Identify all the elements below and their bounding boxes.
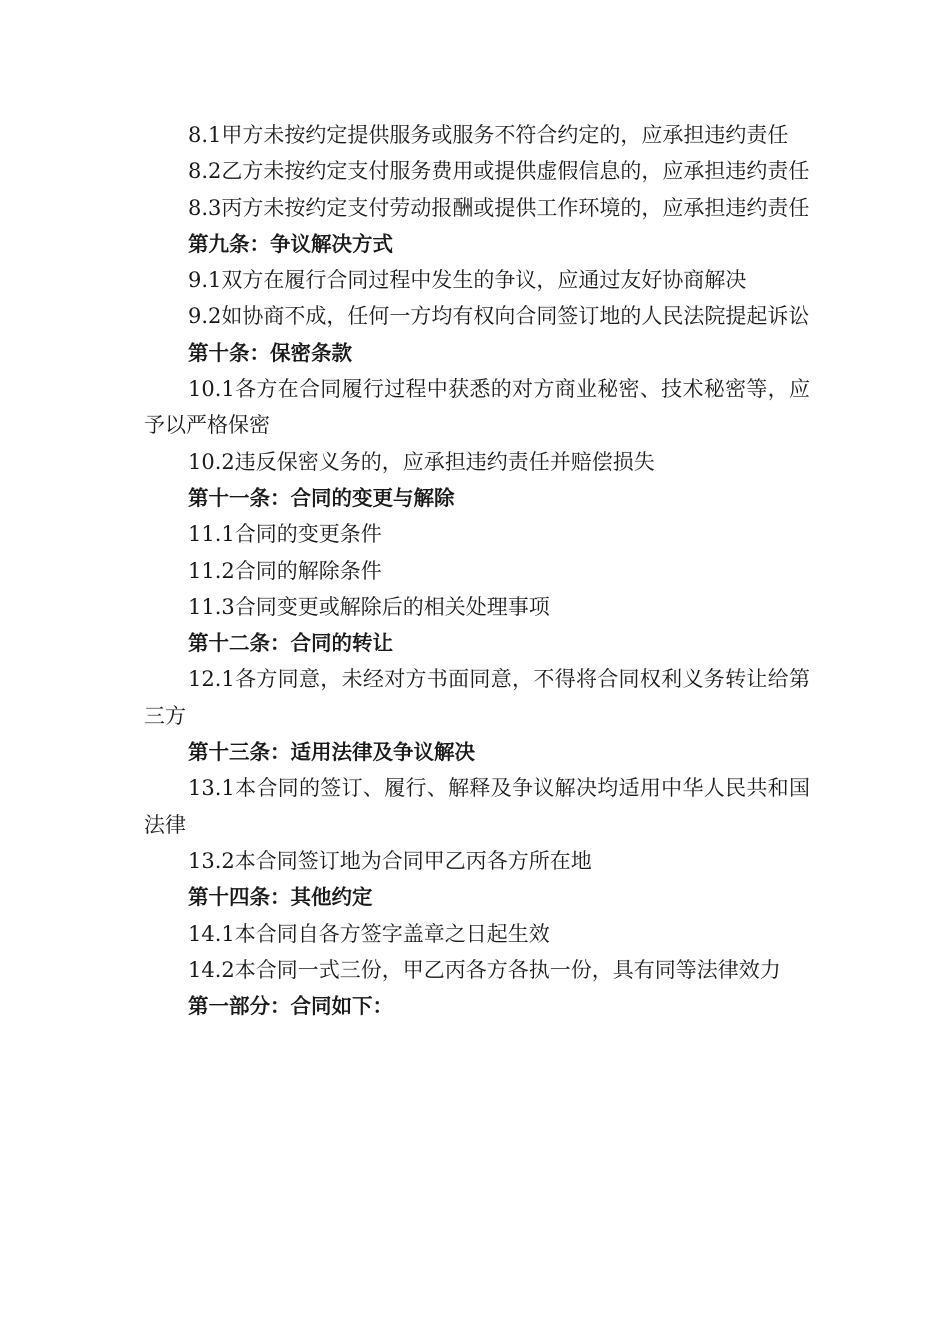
document-body [144, 117, 810, 1024]
clause-13-2: 13.2本合同签订地为合同甲乙丙各方所在地 [188, 848, 592, 873]
clause-9-2: 9.2如协商不成，任何一方均有权向合同签订地的人民法院提起诉讼 [188, 304, 810, 329]
article-11-heading: 第十一条：合同的变更与解除 [188, 485, 455, 510]
clause-10-2: 10.2违反保密义务的，应承担违约责任并赔偿损失 [188, 449, 655, 474]
clause-10-1: 10.1各方在合同履行过程中获悉的对方商业秘密、技术秘密等，应予以严格保密 [144, 377, 810, 438]
clause-8-2: 8.2乙方未按约定支付服务费用或提供虚假信息的，应承担违约责任 [188, 159, 810, 184]
article-9-heading: 第九条：争议解决方式 [188, 231, 393, 256]
clause-12-1: 12.1各方同意，未经对方书面同意，不得将合同权利义务转让给第三方 [144, 667, 810, 728]
clause-8-1: 8.1甲方未按约定提供服务或服务不符合约定的，应承担违约责任 [188, 123, 789, 147]
clause-14-2: 14.2本合同一式三份，甲乙丙各方各执一份，具有同等法律效力 [188, 957, 781, 982]
article-10-heading: 第十条：保密条款 [188, 340, 352, 365]
part-one-heading: 第一部分：合同如下： [188, 994, 393, 1019]
article-12-heading: 第十二条：合同的转让 [188, 631, 393, 656]
clause-13-1: 13.1本合同的签订、履行、解释及争议解决均适用中华人民共和国法律 [144, 776, 810, 837]
clause-8-3: 8.3丙方未按约定支付劳动报酬或提供工作环境的，应承担违约责任 [188, 195, 810, 220]
clause-11-2: 11.2合同的解除条件 [188, 558, 382, 583]
clause-11-3: 11.3合同变更或解除后的相关处理事项 [188, 594, 550, 619]
clause-9-1: 9.1双方在履行合同过程中发生的争议，应通过友好协商解决 [188, 268, 747, 293]
clause-11-1: 11.1合同的变更条件 [188, 522, 382, 547]
article-13-heading: 第十三条：适用法律及争议解决 [188, 740, 475, 765]
article-14-heading: 第十四条：其他约定 [188, 885, 373, 910]
clause-14-1: 14.1本合同自各方签字盖章之日起生效 [188, 921, 550, 946]
